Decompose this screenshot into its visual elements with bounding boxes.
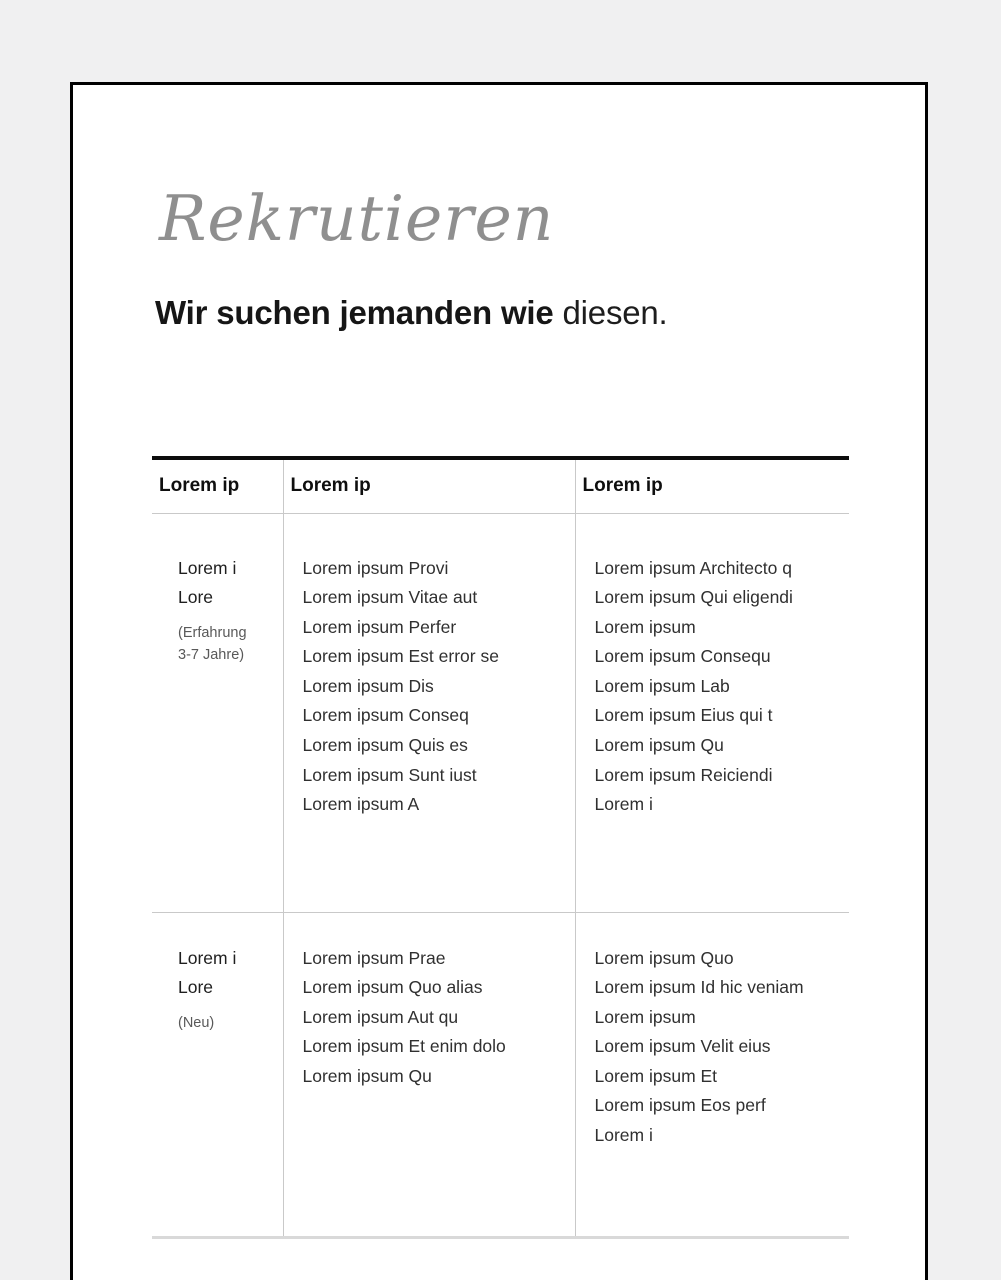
headline-emphasis: Wir suchen jemanden wie [155,294,554,331]
list-item: Lorem ipsum Conseq [302,705,469,726]
list-item: Lorem ipsum Quis es [302,735,468,756]
headline-rest: diesen. [553,294,668,331]
list-item: Lorem ipsum A [302,794,420,815]
table-row [152,912,849,1237]
column-header-3: Lorem ip [575,458,849,513]
row-label-line: Lore [178,587,214,608]
list-item: Lorem ipsum Lab [594,675,730,696]
list-item: Lorem i [594,1125,653,1146]
row-note-line: 3-7 Jahre) [178,646,245,663]
list-item: Lorem ipsum Vitae aut [302,587,478,608]
requirements-list [595,944,842,1151]
list-item: Lorem ipsum Eos perf [594,1095,766,1116]
list-item: Lorem ipsum Consequ [594,646,771,667]
role-cell [152,513,283,912]
list-item: Lorem ipsum Perfer [302,616,457,637]
requirements-table [152,456,849,1239]
requirements-cell [283,513,575,912]
table-row [152,513,849,912]
list-item: Lorem ipsum Quo alias [302,977,483,998]
headline [155,291,668,335]
list-item: Lorem ipsum Quo [594,947,734,968]
list-item: Lorem ipsum [594,616,696,637]
list-item: Lorem ipsum Sunt iust [302,764,477,785]
list-item: Lorem ipsum Reiciendi [594,764,773,785]
list-item: Lorem ipsum Prae [302,947,446,968]
role-cell [152,912,283,1237]
requirements-list [303,944,567,1092]
column-header-1: Lorem ip [152,458,283,513]
row-note-line: (Neu) [178,1014,215,1031]
row-label [178,554,277,613]
list-item: Lorem ipsum Et [594,1065,718,1086]
requirements-list [595,554,842,820]
list-item: Lorem ipsum [594,1006,696,1027]
column-header-2: Lorem ip [283,458,575,513]
script-title: Rekrutieren [159,182,555,255]
row-label-line: Lore [178,977,214,998]
list-item: Lorem ipsum Qu [302,1065,432,1086]
row-label [178,944,277,1003]
list-item: Lorem ipsum Eius qui t [594,705,773,726]
row-label-line: Lorem i [178,557,237,578]
list-item: Lorem ipsum Id hic veniam [594,977,804,998]
list-item: Lorem ipsum Provi [302,557,449,578]
list-item: Lorem i [594,794,653,815]
list-item: Lorem ipsum Aut qu [302,1006,459,1027]
requirements-cell [575,912,849,1237]
list-item: Lorem ipsum Velit eius [594,1036,771,1057]
list-item: Lorem ipsum Et enim dolo [302,1036,506,1057]
row-note [178,1012,277,1034]
row-label-line: Lorem i [178,947,237,968]
list-item: Lorem ipsum Qu [594,735,724,756]
list-item: Lorem ipsum Dis [302,675,434,696]
row-note [178,622,277,666]
table-header-row [152,458,849,513]
list-item: Lorem ipsum Est error se [302,646,499,667]
requirements-cell [575,513,849,912]
requirements-list [303,554,567,820]
list-item: Lorem ipsum Qui eligendi [594,587,793,608]
content-card [70,82,928,1280]
row-note-line: (Erfahrung [178,624,247,641]
requirements-cell [283,912,575,1237]
list-item: Lorem ipsum Architecto q [594,557,792,578]
